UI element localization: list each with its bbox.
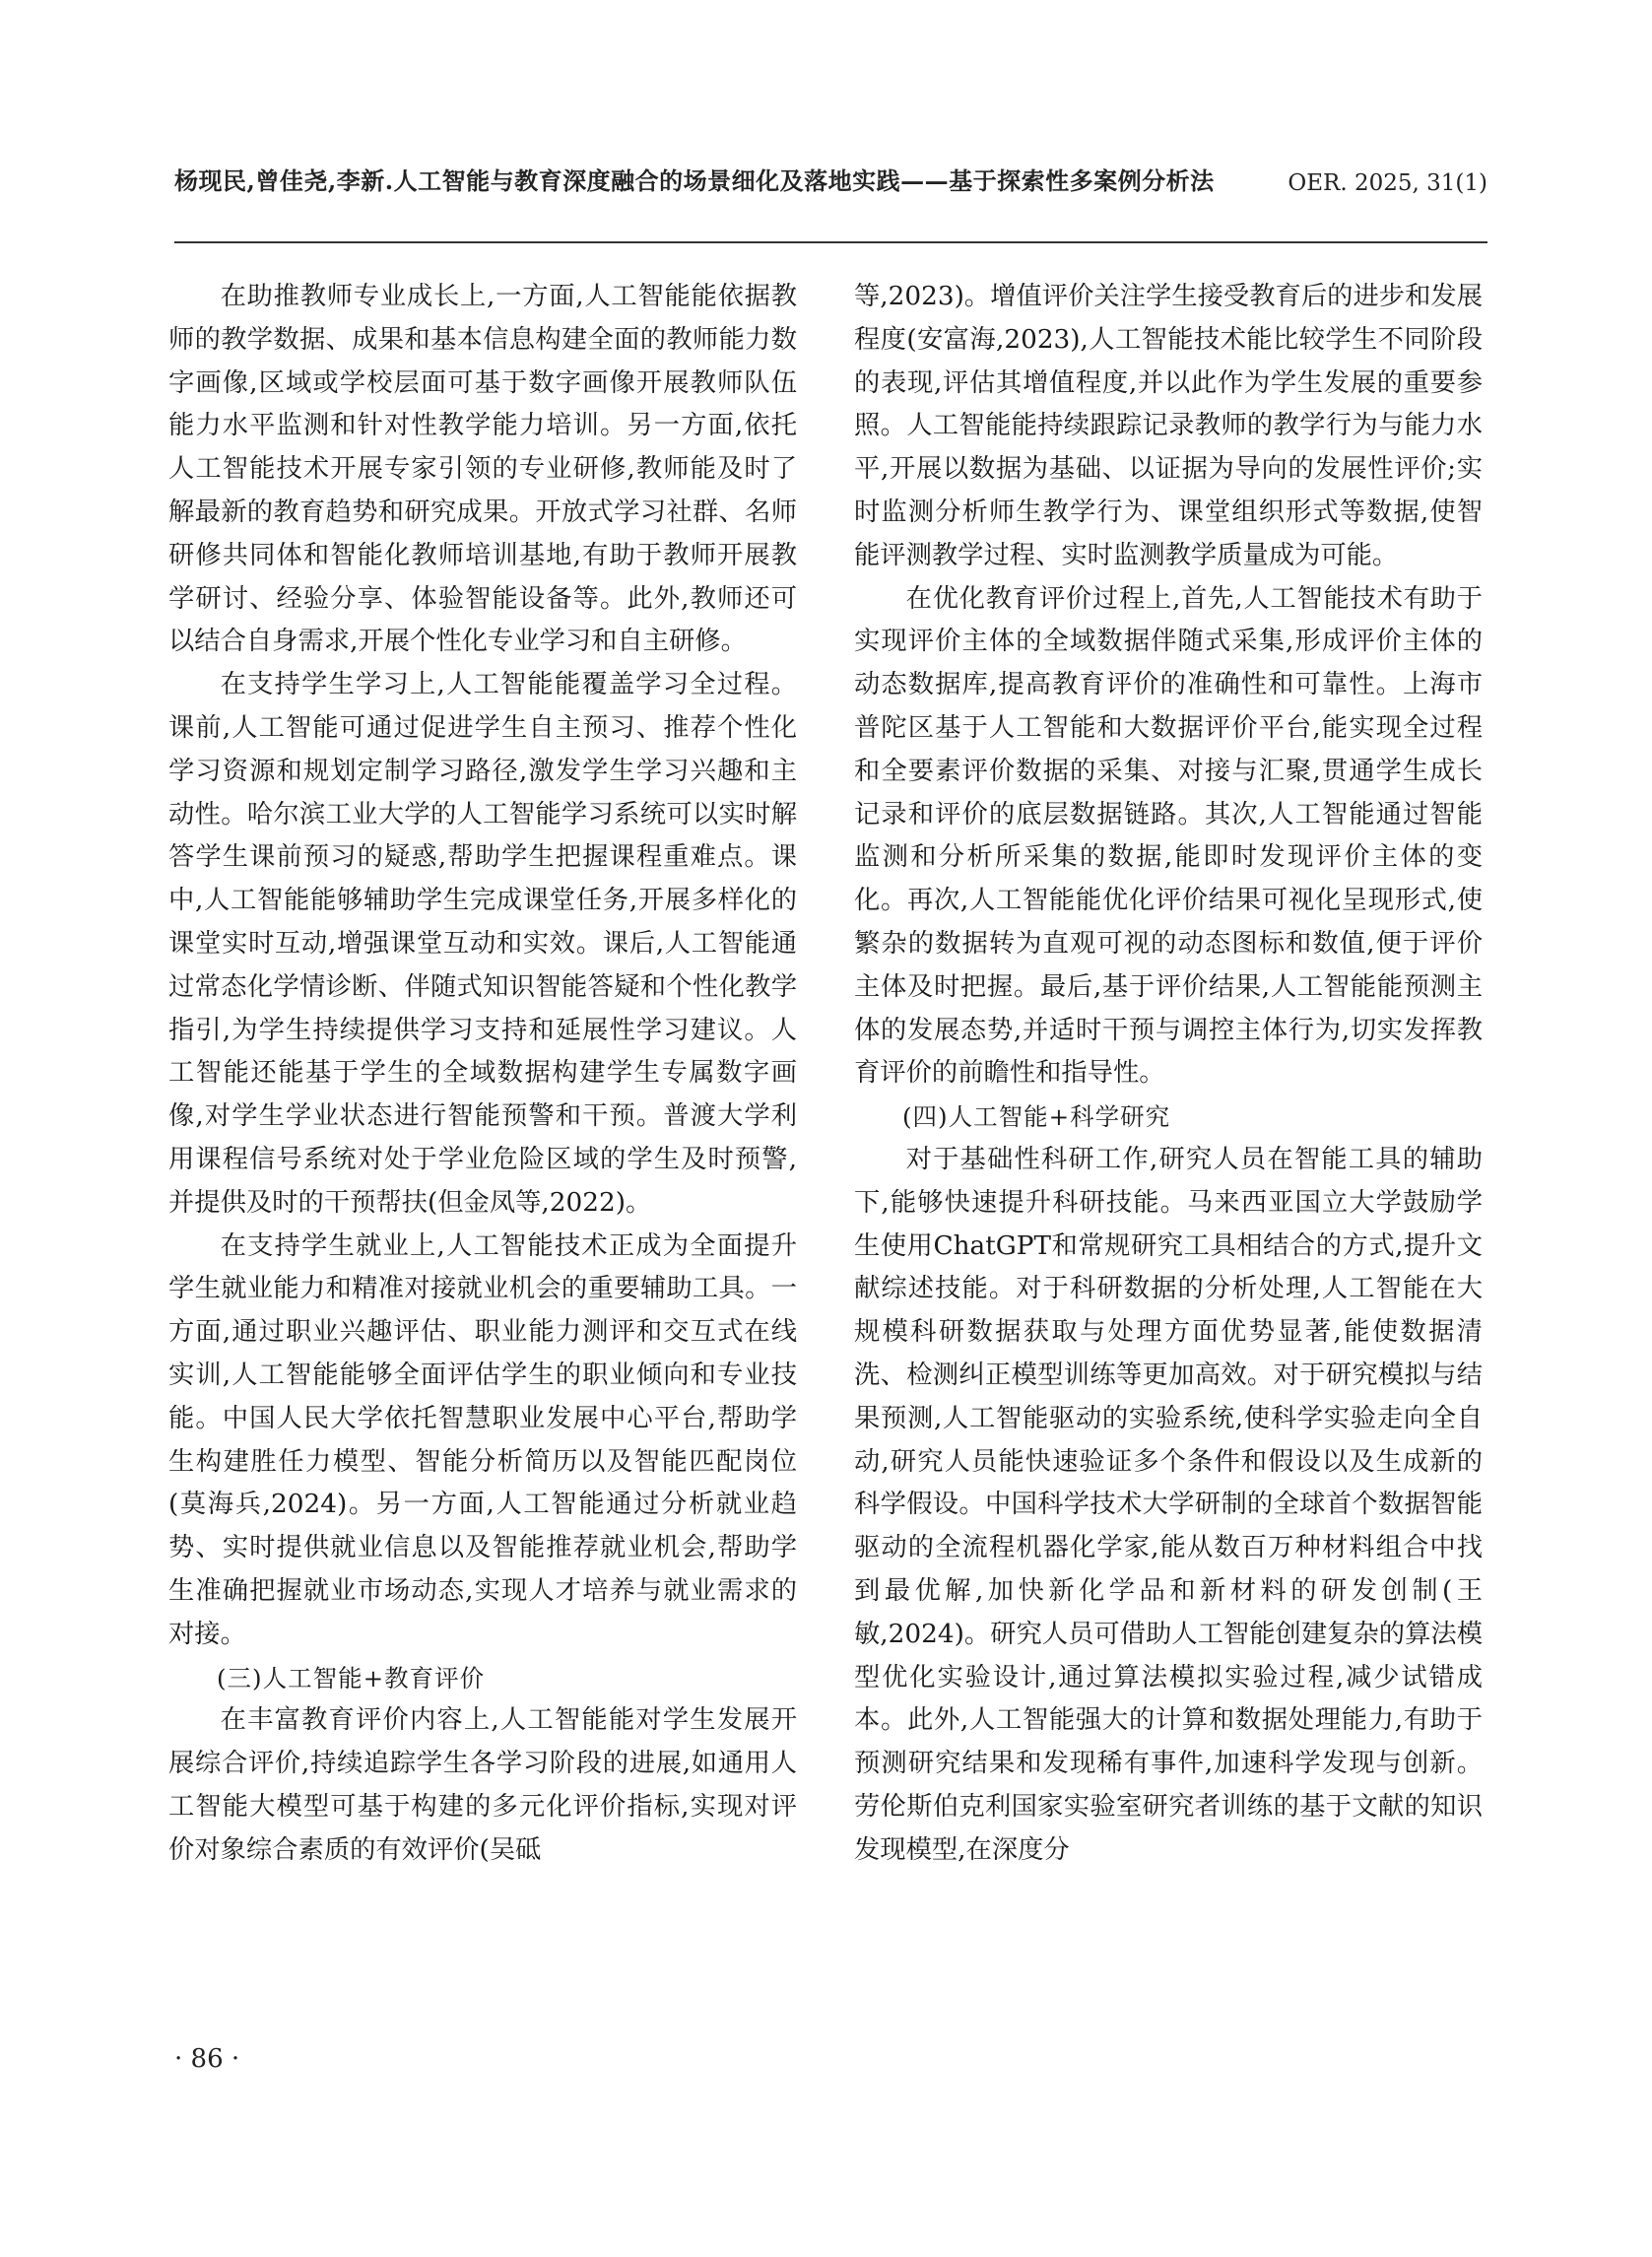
paragraph-evaluation-content: 在丰富教育评价内容上,人工智能能对学生发展开展综合评价,持续追踪学生各学习阶段的进展,如通用人工智能大模型可基于构建的多元化评价指标,实现对评价对象综合素质的有效评价(吴砥 — [168, 1705, 797, 1865]
running-header — [174, 163, 1487, 200]
paragraph-student-learning: 在支持学生学习上,人工智能能覆盖学习全过程。课前,人工智能可通过促进学生自主预习、推荐个性化学习资源和规划定制学习路径,激发学生学习兴趣和主动性。哈尔滨工业大学的人工智能学习系统可以实时解答学生课前预习的疑惑,帮助学生把握课程重难点。课中,人工智能能够辅助学生完成课堂任务,开展多样化的课堂实时互动,增强课堂互动和实效。课后,人工智能通过常态化学情诊断、伴随式知识智能答疑和个性化教学指引,为学生持续提供学习支持和延展性学习建议。人工智能还能基于学生的全域数据构建学生专属数字画像,对学生学业状态进行智能预警和干预。普渡大学利用课程信号系统对处于学业危险区域的学生及时预警,并提供及时的干预帮扶(但金凤等,2022)。 — [168, 670, 797, 1218]
paragraph-scientific-research: 对于基础性科研工作,研究人员在智能工具的辅助下,能够快速提升科研技能。马来西亚国立大学鼓励学生使用ChatGPT和常规研究工具相结合的方式,提升文献综述技能。对于科研数据的分析处理,人工智能在大规模科研数据获取与处理方面优势显著,能使数据清洗、检测纠正模型训练等更加高效。对于研究模拟与结果预测,人工智能驱动的实验系统,使科学实验走向全自动,研究人员能快速验证多个条件和假设以及生成新的科学假设。中国科学技术大学研制的全球首个数据智能驱动的全流程机器化学家,能从数百万种材料组合中找到最优解,加快新化学品和新材料的研发创制(王敏,2024)。研究人员可借助人工智能创建复杂的算法模型优化实验设计,通过算法模拟实验过程,减少试错成本。此外,人工智能强大的计算和数据处理能力,有助于预测研究结果和发现稀有事件,加速科学发现与创新。劳伦斯伯克利国家实验室研究者训练的基于文献的知识发现模型,在深度分 — [854, 1144, 1483, 1865]
header-citation: 杨现民,曾佳尧,李新.人工智能与教育深度融合的场景细化及落地实践——基于探索性多案例分析法 — [174, 166, 1215, 195]
header-divider — [174, 241, 1487, 243]
paragraph-evaluation-process: 在优化教育评价过程上,首先,人工智能技术有助于实现评价主体的全域数据伴随式采集,形成评价主体的动态数据库,提高教育评价的准确性和可靠性。上海市普陀区基于人工智能和大数据评价平台,能实现全过程和全要素评价数据的采集、对接与汇聚,贯通学生成长记录和评价的底层数据链路。其次,人工智能通过智能监测和分析所采集的数据,能即时发现评价主体的变化。再次,人工智能能优化评价结果可视化呈现形式,使繁杂的数据转为直观可视的动态图标和数值,便于评价主体及时把握。最后,基于评价结果,人工智能能预测主体的发展态势,并适时干预与调控主体行为,切实发挥教育评价的前瞻性和指导性。 — [854, 583, 1483, 1089]
paragraph-evaluation-content-continued: 等,2023)。增值评价关注学生接受教育后的进步和发展程度(安富海,2023),人工智能技术能比较学生不同阶段的表现,评估其增值程度,并以此作为学生发展的重要参照。人工智能能持续跟踪记录教师的教学行为与能力水平,开展以数据为基础、以证据为导向的发展性评价;实时监测分析师生教学行为、课堂组织形式等数据,使智能评测教学过程、实时监测教学质量成为可能。 — [854, 282, 1483, 570]
page-number: · 86 · — [174, 2044, 240, 2074]
paragraph-student-employment: 在支持学生就业上,人工智能技术正成为全面提升学生就业能力和精准对接就业机会的重要辅助工具。一方面,通过职业兴趣评估、职业能力测评和交互式在线实训,人工智能能够全面评估学生的职业倾向和专业技能。中国人民大学依托智慧职业发展中心平台,帮助学生构建胜任力模型、智能分析简历以及智能匹配岗位(莫海兵,2024)。另一方面,人工智能通过分析就业趋势、实时提供就业信息以及智能推荐就业机会,帮助学生准确把握就业市场动态,实现人才培养与就业需求的对接。 — [168, 1230, 797, 1649]
paragraph-teacher-growth: 在助推教师专业成长上,一方面,人工智能能依据教师的教学数据、成果和基本信息构建全面的教师能力数字画像,区域或学校层面可基于数字画像开展教师队伍能力水平监测和针对性教学能力培训。另一方面,依托人工智能技术开展专家引领的专业研修,教师能及时了解最新的教育趋势和研究成果。开放式学习社群、名师研修共同体和智能化教师培训基地,有助于教师开展教学研讨、经验分享、体验智能设备等。此外,教师还可以结合自身需求,开展个性化专业学习和自主研修。 — [168, 282, 797, 657]
left-column — [168, 276, 797, 2029]
section-heading-education-evaluation: (三)人工智能+教育评价 — [217, 1663, 486, 1693]
right-column — [854, 276, 1483, 2029]
section-heading-scientific-research: (四)人工智能+科学研究 — [902, 1102, 1171, 1132]
header-journal-info: OER. 2025, 31(1) — [1288, 170, 1487, 196]
